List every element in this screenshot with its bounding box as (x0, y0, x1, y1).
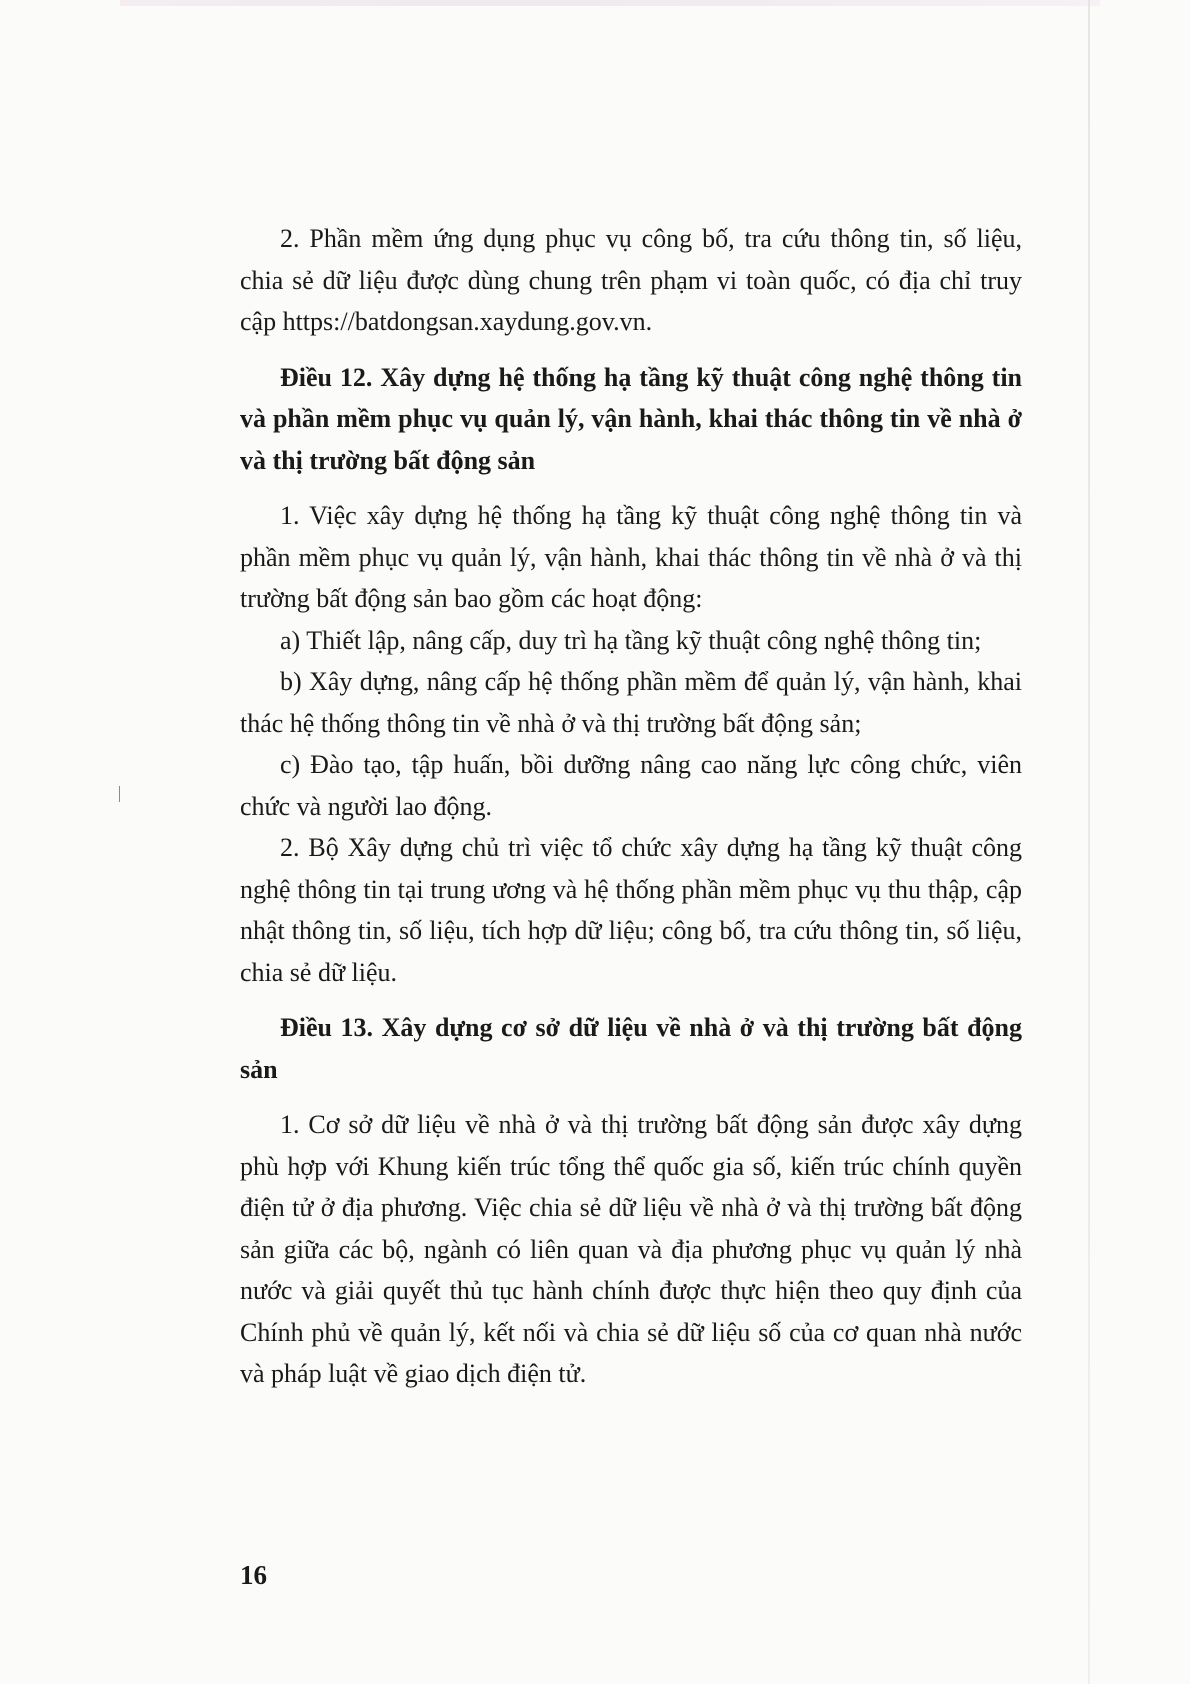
article-12-heading: Điều 12. Xây dựng hệ thống hạ tầng kỹ thuật công nghệ thông tin và phần mềm phục vụ quản lý, vận hành, khai thác thông tin về nhà ở và thị trường bất động sản (240, 362, 1022, 475)
scan-edge-right (1088, 0, 1090, 1684)
page-content (240, 218, 1022, 1395)
article-12-clause-1: 1. Việc xây dựng hệ thống hạ tầng kỹ thuật công nghệ thông tin và phần mềm phục vụ quản lý, vận hành, khai thác thông tin về nhà ở và thị trường bất động sản bao gồm các hoạt động: (240, 501, 1022, 613)
article-12-point-c: c) Đào tạo, tập huấn, bồi dưỡng nâng cao năng lực công chức, viên chức và người lao động. (240, 750, 1022, 821)
scan-mark (119, 786, 120, 802)
scan-edge-top (120, 0, 1100, 6)
page-number: 16 (240, 1560, 267, 1590)
article-12-point-b: b) Xây dựng, nâng cấp hệ thống phần mềm để quản lý, vận hành, khai thác hệ thống thông tin về nhà ở và thị trường bất động sản; (240, 667, 1022, 738)
article-12-point-a: a) Thiết lập, nâng cấp, duy trì hạ tầng kỹ thuật công nghệ thông tin; (280, 625, 982, 655)
article-12-clause-2: 2. Bộ Xây dựng chủ trì việc tổ chức xây dựng hạ tầng kỹ thuật công nghệ thông tin tại trung ương và hệ thống phần mềm phục vụ thu thập, cập nhật thông tin, số liệu, tích hợp dữ liệu; công bố, tra cứu thông tin, số liệu, chia sẻ dữ liệu. (240, 833, 1022, 987)
clause-2-software: 2. Phần mềm ứng dụng phục vụ công bố, tra cứu thông tin, số liệu, chia sẻ dữ liệu được dùng chung trên phạm vi toàn quốc, có địa chỉ truy cập https://batdongsan.xaydung.gov.vn. (240, 224, 1022, 336)
article-13-heading: Điều 13. Xây dựng cơ sở dữ liệu về nhà ở và thị trường bất động sản (240, 1013, 1022, 1084)
article-13-clause-1: 1. Cơ sở dữ liệu về nhà ở và thị trường bất động sản được xây dựng phù hợp với Khung kiến trúc tổng thể quốc gia số, kiến trúc chính quyền điện tử ở địa phương. Việc chia sẻ dữ liệu về nhà ở và thị trường bất động sản giữa các bộ, ngành có liên quan và địa phương phục vụ quản lý nhà nước và giải quyết thủ tục hành chính được thực hiện theo quy định của Chính phủ về quản lý, kết nối và chia sẻ dữ liệu số của cơ quan nhà nước và pháp luật về giao dịch điện tử. (240, 1110, 1022, 1388)
